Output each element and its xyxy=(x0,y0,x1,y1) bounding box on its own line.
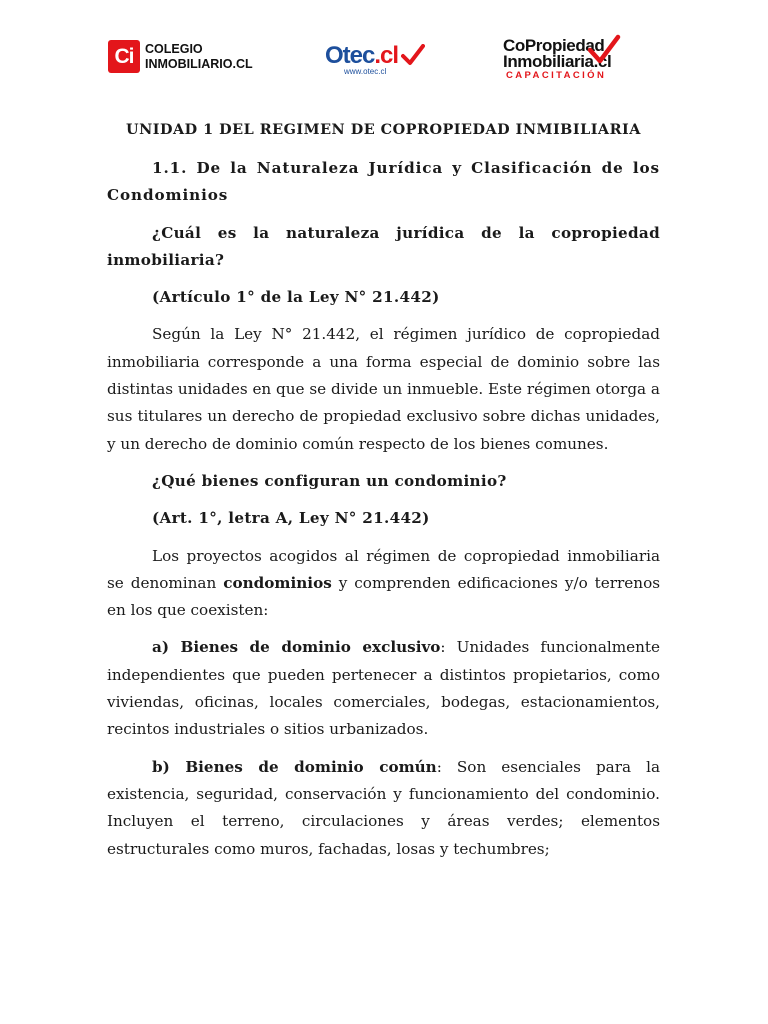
ci-logo-line2: INMOBILIARIO.CL xyxy=(145,56,253,71)
ci-logo-line1: COLEGIO xyxy=(145,42,203,56)
cop-logo-tagline: CAPACITACIÓN xyxy=(506,70,607,81)
cop-logo-line1: CoPropiedad xyxy=(503,36,605,55)
term-condominios: condominios xyxy=(223,573,332,592)
otec-logo-url: www.otec.cl xyxy=(344,67,387,76)
list-item-a-text: : Unidades funcionalmente independientes que pueden pertenecer a distintos propietarios, como viviendas, oficinas, locales comerciales, bodegas, estacionamientos, recintos industriales o sitios urbanizados. xyxy=(107,638,660,739)
copropiedad-inmobiliaria-logo xyxy=(503,36,633,84)
list-item-b xyxy=(107,754,660,863)
cop-logo-line2: Inmobiliaria.cl xyxy=(503,52,612,71)
question-1: ¿Cuál es la naturaleza jurídica de la copropiedad inmobiliaria? xyxy=(107,223,660,269)
otec-logo-domain: .cl xyxy=(374,42,399,69)
paragraph-2-text-start: Los proyectos acogidos al régimen de copropiedad inmobiliaria se denominan xyxy=(107,546,660,592)
colegio-inmobiliario-logo xyxy=(108,40,253,74)
paragraph-2-text-end: y comprenden edificaciones y/o terrenos en los que coexisten: xyxy=(107,573,661,620)
otec-logo xyxy=(325,42,425,82)
law-reference-1: (Artículo 1° de la Ley N° 21.442) xyxy=(152,288,440,307)
law-reference-2: (Art. 1°, letra A, Ley N° 21.442) xyxy=(152,509,430,528)
list-item-b-label: b) Bienes de dominio común xyxy=(152,757,437,776)
document-body xyxy=(107,116,660,873)
list-item-b-text: : Son esenciales para la existencia, seguridad, conservación y funcionamiento del condominio. Incluyen el terreno, circulaciones y áreas verdes; elementos estructurales como muros, fachadas, losas y techumbres; xyxy=(107,757,661,858)
checkmark-icon xyxy=(401,44,425,66)
otec-logo-word: Otec xyxy=(325,42,375,69)
list-item-a-label: a) Bienes de dominio exclusivo xyxy=(152,638,441,657)
checkmark-icon xyxy=(587,34,621,64)
section-heading: 1.1. De la Naturaleza Jurídica y Clasificación de los Condominios xyxy=(107,159,660,205)
ci-mark: Ci xyxy=(108,40,140,73)
list-item-a xyxy=(107,634,660,743)
question-2: ¿Qué bienes configuran un condominio? xyxy=(152,471,507,490)
header-logos xyxy=(0,0,768,100)
paragraph-1: Según la Ley N° 21.442, el régimen jurídico de copropiedad inmobiliaria corresponde a una forma especial de dominio sobre las distintas unidades en que se divide un inmueble. Este régimen otorga a sus titulares un derecho de propiedad exclusivo sobre dichas unidades, y un derecho de dominio común respecto de los bienes comunes. xyxy=(107,325,660,453)
document-title: UNIDAD 1 DEL REGIMEN DE COPROPIEDAD INMIBILIARIA xyxy=(126,121,641,138)
paragraph-2 xyxy=(107,543,660,625)
